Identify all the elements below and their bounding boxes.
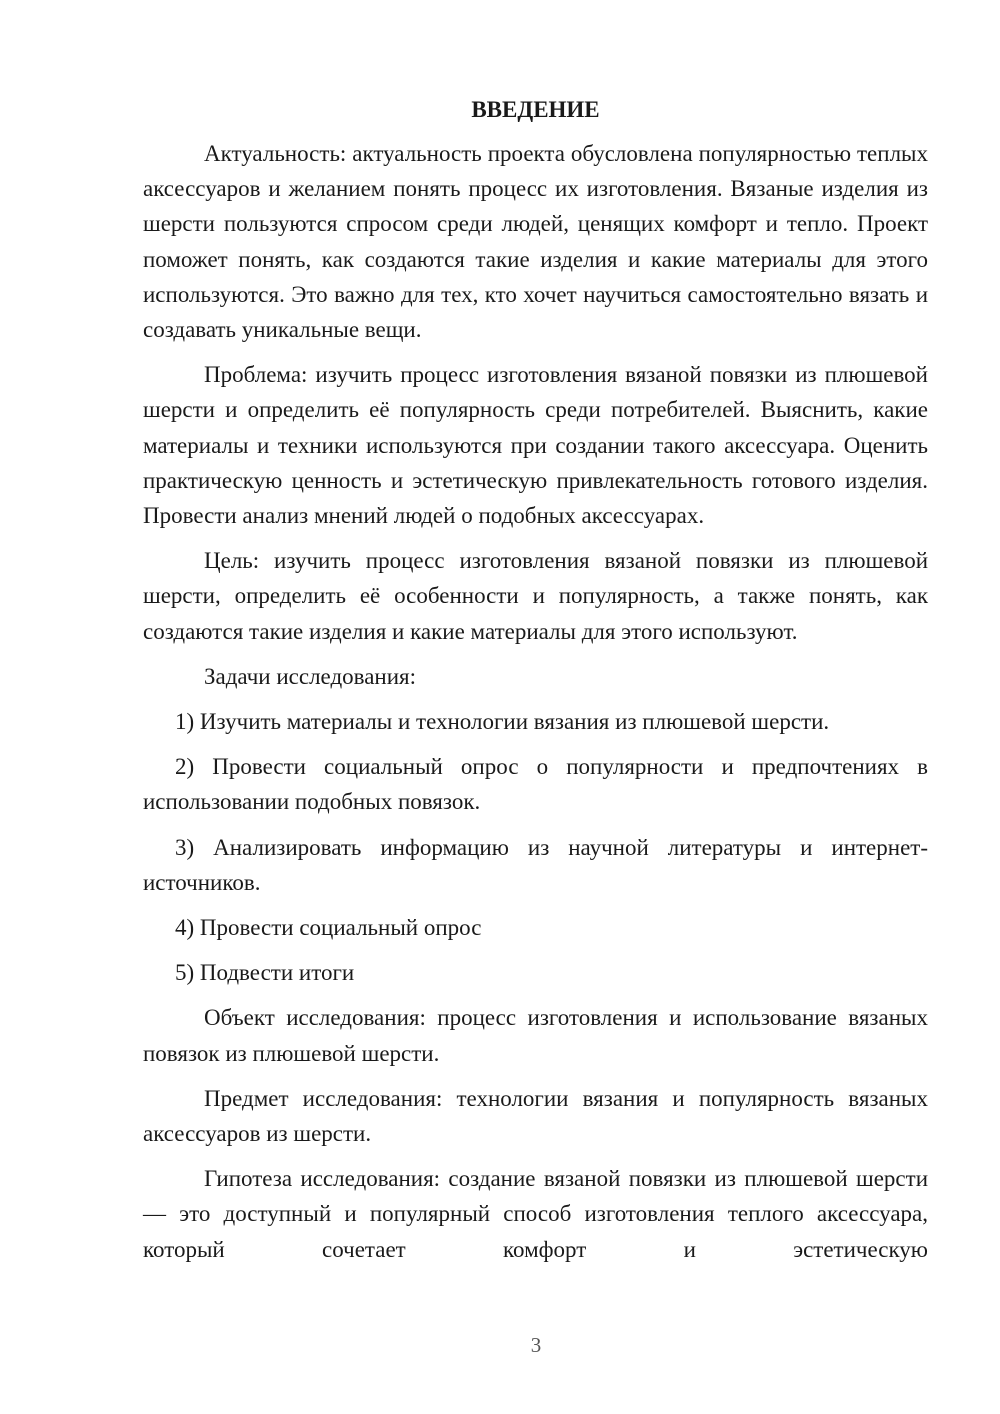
section-title: ВВЕДЕНИЕ: [471, 97, 600, 122]
paragraph-tasks-heading: Задачи исследования:: [204, 663, 417, 689]
task-list-item-3: 3) Анализировать информацию из научной литературы и интернет-источников.: [143, 834, 928, 895]
paragraph-hypothesis: Гипотеза исследования: создание вязаной повязки из плюшевой шерсти — это доступный и популярный способ изготовления теплого аксессуара, который сочетает комфорт и эстетическую: [143, 1166, 928, 1262]
task-list-item-1: 1) Изучить материалы и технологии вязания из плюшевой шерсти.: [175, 709, 830, 735]
paragraph-object: Объект исследования: процесс изготовления и использование вязаных повязок из плюшевой шерсти.: [143, 1005, 928, 1066]
task-list-item-4: 4) Провести социальный опрос: [175, 915, 482, 941]
paragraph-goal: Цель: изучить процесс изготовления вязаной повязки из плюшевой шерсти, определить её особенности и популярность, а также понять, как создаются такие изделия и какие материалы для этого используют.: [143, 548, 928, 644]
task-list-item-2: 2) Провести социальный опрос о популярности и предпочтениях в использовании подобных повязок.: [143, 754, 928, 815]
paragraph-problem: Проблема: изучить процесс изготовления вязаной повязки из плюшевой шерсти и определить её популярность среди потребителей. Выяснить, какие материалы и техники используются при создании такого аксессуара. Оценить практическую ценность и эстетическую привлекательность готового изделия. Провести анализ мнений людей о подобных аксессуарах.: [143, 362, 928, 529]
task-list-item-5: 5) Подвести итоги: [175, 960, 355, 986]
page-content: [143, 95, 928, 1277]
page-number: 3: [530, 1333, 542, 1357]
paragraph-relevance: Актуальность: актуальность проекта обусловлена популярностью теплых аксессуаров и желанием понять процесс их изготовления. Вязаные изделия из шерсти пользуются спросом среди людей, ценящих комфорт и тепло. Проект поможет понять, как создаются такие изделия и какие материалы для этого используются. Это важно для тех, кто хочет научиться самостоятельно вязать и создавать уникальные вещи.: [143, 141, 928, 343]
paragraph-subject: Предмет исследования: технологии вязания и популярность вязаных аксессуаров из шерсти.: [143, 1085, 928, 1147]
